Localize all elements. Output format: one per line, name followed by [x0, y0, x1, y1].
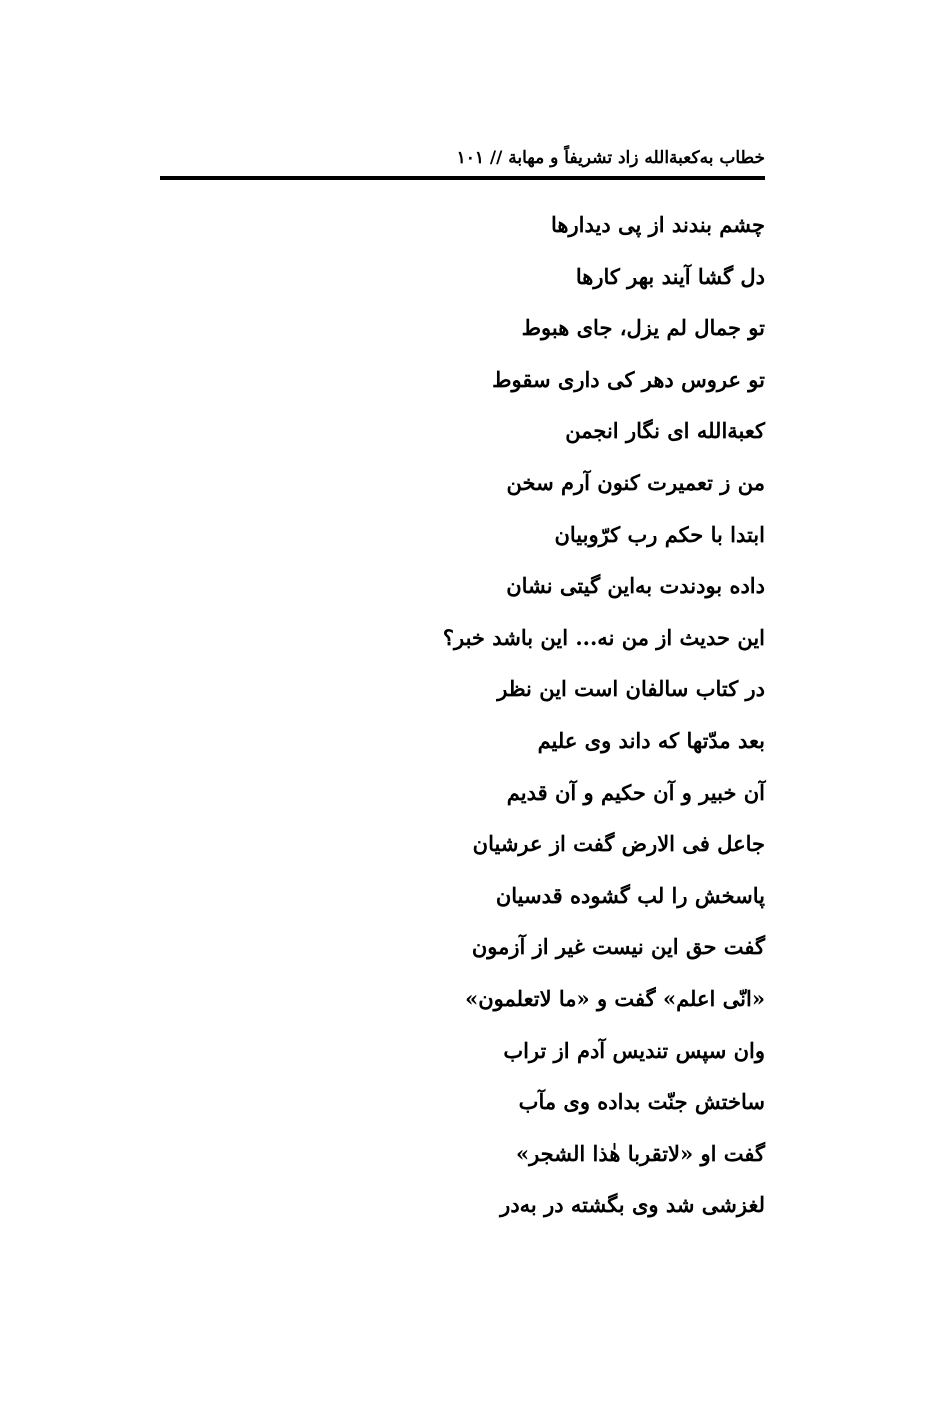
poem-line: تو عروس دهر کی داری سقوط [492, 366, 765, 392]
poem-line: آن خبیر و آن حکیم و آن قدیم [506, 779, 765, 805]
poem-line: تو جمال لم یزل، جای هبوط [521, 315, 765, 341]
poem-line: در کتاب سالفان است این نظر [497, 676, 765, 702]
poem-line: چشم بندند از پی دیدارها [551, 212, 765, 237]
poem-line: من ز تعمیرت کنون آرم سخن [506, 469, 765, 495]
poem-line: این حدیث از من نه... این باشد خبر؟ [442, 624, 765, 650]
poem-line: پاسخش را لب گشوده قدسیان [495, 882, 765, 908]
poem-line: گفت او «لاتقربا هٰذا الشجر» [515, 1140, 765, 1166]
poem [160, 199, 765, 1231]
poem-line: ساختش جنّت بداده وی مآب [518, 1089, 765, 1115]
poem-line: داده بودندت به‌این گیتی نشان [506, 573, 765, 599]
poem-line: کعبة‌الله ای نگار انجمن [565, 418, 765, 444]
poem-line: بعد مدّتها که داند وی علیم [537, 727, 765, 753]
poem-line: جاعل فی الارض گفت از عرشیان [472, 831, 765, 857]
poem-line: وان سپس تندیس آدم از تراب [503, 1037, 765, 1063]
poem-line: ابتدا با حکم رب کرّوبیان [554, 521, 765, 547]
header-rule [160, 176, 765, 180]
poem-line: گفت حق این نیست غیر از آزمون [471, 934, 765, 960]
poem-line: دل گشا آیند بهر کارها [575, 263, 765, 289]
poem-line: لغزشی شد وی بگشته در به‌در [500, 1192, 765, 1218]
poem-line: «انّی اعلم» گفت و «ما لاتعلمون» [465, 985, 765, 1011]
running-header: خطاب به‌کعبة‌الله زاد تشریفاً و مهابة // ۱۰۱ [456, 148, 765, 168]
